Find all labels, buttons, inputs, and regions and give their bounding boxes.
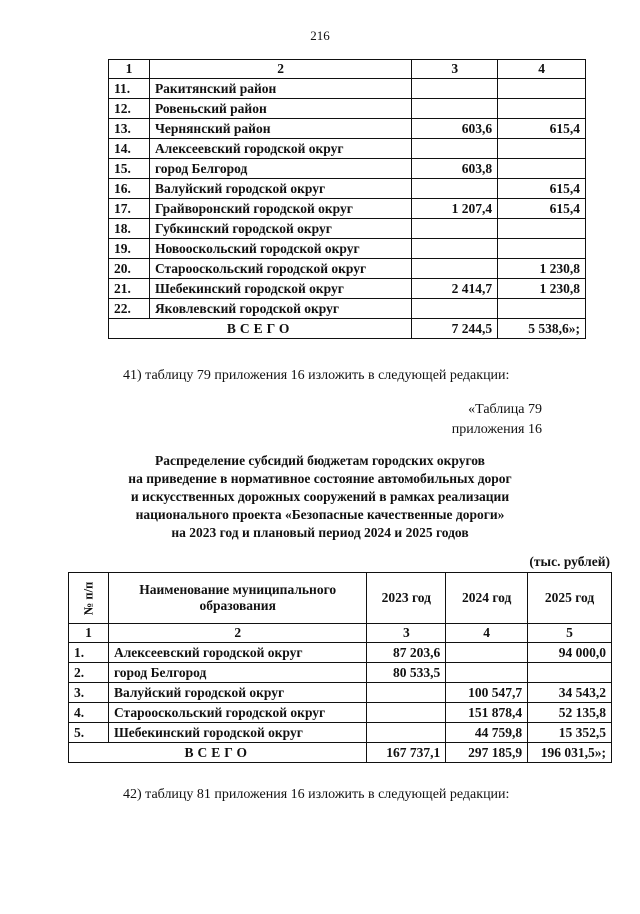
title-line: на приведение в нормативное состояние автомобильных дорог [128, 471, 512, 486]
row-number: 15. [109, 159, 150, 179]
value-col3 [412, 299, 498, 319]
value-col3: 603,8 [412, 159, 498, 179]
municipality-name: Валуйский городской округ [108, 683, 366, 703]
row-number: 17. [109, 199, 150, 219]
table-row [109, 199, 586, 219]
table-row [69, 683, 612, 703]
column-number: 3 [367, 624, 446, 643]
value-col4: 1 230,8 [498, 259, 586, 279]
row-number: 11. [109, 79, 150, 99]
subsidy-table-79 [68, 572, 612, 763]
municipality-name: Ровеньский район [149, 99, 411, 119]
value-col3: 2 414,7 [412, 279, 498, 299]
table-row [109, 119, 586, 139]
column-number: 1 [69, 624, 109, 643]
amendment-paragraph-42: 42) таблицу 81 приложения 16 изложить в следующей редакции: [123, 787, 510, 802]
table-header-row [69, 573, 612, 624]
table-row [109, 79, 586, 99]
value-col4 [498, 239, 586, 259]
total-col3: 7 244,5 [412, 319, 498, 339]
header-row-number: № п/п [69, 573, 109, 624]
value-col3 [412, 179, 498, 199]
value-2023: 87 203,6 [367, 643, 446, 663]
row-number: 1. [69, 643, 109, 663]
table-row [109, 239, 586, 259]
table-row [109, 159, 586, 179]
municipality-name: Шебекинский городской округ [149, 279, 411, 299]
column-number: 4 [446, 624, 528, 643]
value-2023 [367, 683, 446, 703]
title-line: на 2023 год и плановый период 2024 и 2025 годов [171, 525, 469, 540]
table-row [109, 279, 586, 299]
row-number: 22. [109, 299, 150, 319]
value-col4 [498, 159, 586, 179]
value-2023 [367, 703, 446, 723]
total-col4: 5 538,6»; [498, 319, 586, 339]
municipality-name: Алексеевский городской округ [108, 643, 366, 663]
caption-line: приложения 16 [451, 422, 542, 437]
value-col3: 603,6 [412, 119, 498, 139]
value-2025: 52 135,8 [528, 703, 612, 723]
column-number: 4 [498, 60, 586, 79]
municipality-name: Губкинский городской округ [149, 219, 411, 239]
table-row [109, 259, 586, 279]
value-2024 [446, 663, 528, 683]
row-number: 12. [109, 99, 150, 119]
value-col4 [498, 219, 586, 239]
row-number: 2. [69, 663, 109, 683]
row-number: 21. [109, 279, 150, 299]
value-col4 [498, 99, 586, 119]
municipality-name: Старооскольский городской округ [108, 703, 366, 723]
total-2023: 167 737,1 [367, 743, 446, 763]
municipality-name: город Белгород [108, 663, 366, 683]
value-2025 [528, 663, 612, 683]
column-number: 1 [109, 60, 150, 79]
row-number: 5. [69, 723, 109, 743]
row-number: 18. [109, 219, 150, 239]
value-col4: 615,4 [498, 179, 586, 199]
value-col3 [412, 79, 498, 99]
header-name: Наименование муниципального образования [108, 573, 366, 624]
column-number: 2 [149, 60, 411, 79]
column-numbers-row [69, 624, 612, 643]
header-year-2025: 2025 год [528, 573, 612, 624]
value-col4: 615,4 [498, 199, 586, 219]
row-number: 19. [109, 239, 150, 259]
municipality-name: Старооскольский городской округ [149, 259, 411, 279]
amendment-paragraph-41: 41) таблицу 79 приложения 16 изложить в следующей редакции: [123, 368, 510, 383]
municipality-name: Яковлевский городской округ [149, 299, 411, 319]
value-2025: 15 352,5 [528, 723, 612, 743]
header-year-2023: 2023 год [367, 573, 446, 624]
value-2025: 34 543,2 [528, 683, 612, 703]
table-row [69, 643, 612, 663]
value-col4: 615,4 [498, 119, 586, 139]
table-row [69, 723, 612, 743]
value-col3 [412, 259, 498, 279]
municipality-name: Грайворонский городской округ [149, 199, 411, 219]
total-row [69, 743, 612, 763]
value-col3 [412, 219, 498, 239]
title-line: национального проекта «Безопасные качественные дороги» [135, 507, 505, 522]
title-line: и искусственных дорожных сооружений в рамках реализации [130, 489, 510, 504]
table-row [109, 219, 586, 239]
value-col4: 1 230,8 [498, 279, 586, 299]
table-title [70, 452, 570, 542]
municipality-name: Новооскольский городской округ [149, 239, 411, 259]
table-row [109, 99, 586, 119]
value-2024: 100 547,7 [446, 683, 528, 703]
total-2025: 196 031,5»; [528, 743, 612, 763]
total-label: ВСЕГО [109, 319, 412, 339]
subsidy-table-continued [108, 59, 586, 339]
title-line: Распределение субсидий бюджетам городских округов [155, 453, 485, 468]
table-row [109, 299, 586, 319]
value-2025: 94 000,0 [528, 643, 612, 663]
row-number: 4. [69, 703, 109, 723]
value-2024: 44 759,8 [446, 723, 528, 743]
row-number: 13. [109, 119, 150, 139]
total-2024: 297 185,9 [446, 743, 528, 763]
total-label: ВСЕГО [69, 743, 367, 763]
value-col3: 1 207,4 [412, 199, 498, 219]
value-col4 [498, 299, 586, 319]
value-col4 [498, 139, 586, 159]
value-col3 [412, 139, 498, 159]
row-number: 16. [109, 179, 150, 199]
row-number: 14. [109, 139, 150, 159]
value-2024: 151 878,4 [446, 703, 528, 723]
page-number: 216 [310, 28, 330, 43]
municipality-name: Шебекинский городской округ [108, 723, 366, 743]
column-number: 5 [528, 624, 612, 643]
municipality-name: Алексеевский городской округ [149, 139, 411, 159]
value-col4 [498, 79, 586, 99]
table-caption [452, 400, 542, 440]
municipality-name: Ракитянский район [149, 79, 411, 99]
value-2023: 80 533,5 [367, 663, 446, 683]
municipality-name: Валуйский городской округ [149, 179, 411, 199]
value-col3 [412, 239, 498, 259]
table-row [69, 663, 612, 683]
column-number: 3 [412, 60, 498, 79]
total-row [109, 319, 586, 339]
table-row [109, 139, 586, 159]
column-number: 2 [108, 624, 366, 643]
row-number: 3. [69, 683, 109, 703]
table-row [109, 179, 586, 199]
table-header-row [109, 60, 586, 79]
header-year-2024: 2024 год [446, 573, 528, 624]
table-row [69, 703, 612, 723]
caption-line: «Таблица 79 [468, 402, 542, 417]
municipality-name: город Белгород [149, 159, 411, 179]
row-number: 20. [109, 259, 150, 279]
value-col3 [412, 99, 498, 119]
value-2024 [446, 643, 528, 663]
value-2023 [367, 723, 446, 743]
units-label: (тыс. рублей) [529, 554, 610, 569]
municipality-name: Чернянский район [149, 119, 411, 139]
